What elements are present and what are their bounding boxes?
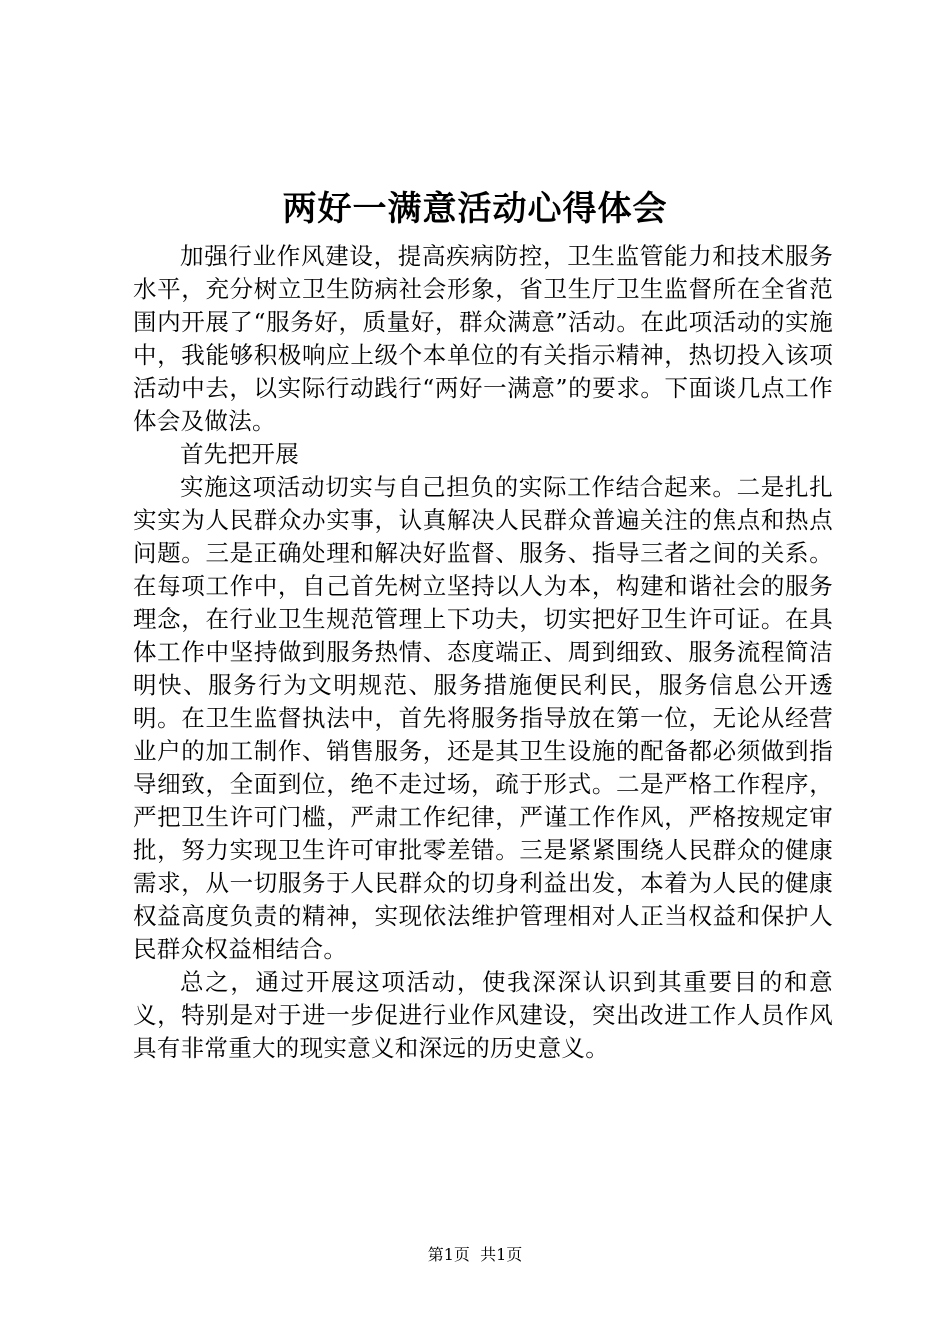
footer-separator	[470, 1245, 480, 1264]
page-number-total: 共1页	[480, 1245, 523, 1264]
paragraph-conclusion: 总之，通过开展这项活动，使我深深认识到其重要目的和意义，特别是对于进一步促进行业作风建设，突出改进工作人员作风具有非常重大的现实意义和深远的历史意义。	[133, 968, 833, 1062]
paragraph-heading-first: 首先把开展	[180, 440, 299, 468]
document-title: 两好一满意活动心得体会	[282, 189, 668, 229]
page-number-current: 第1页	[427, 1245, 470, 1264]
document-body	[133, 240, 833, 1065]
page-footer	[0, 1243, 950, 1267]
paragraph-intro: 加强行业作风建设，提高疾病防控，卫生监管能力和技术服务水平，充分树立卫生防病社会形象，省卫生厅卫生监督所在全省范围内开展了“服务好，质量好，群众满意”活动。在此项活动的实施中，我能够积极响应上级个本单位的有关指示精神，热切投入该项活动中去，以实际行动践行“两好一满意”的要求。下面谈几点工作体会及做法。	[133, 242, 833, 435]
paragraph-implementation: 实施这项活动切实与自己担负的实际工作结合起来。二是扎扎实实为人民群众办实事，认真解决人民群众普遍关注的焦点和热点问题。三是正确处理和解决好监督、服务、指导三者之间的关系。在每项工作中，自己首先树立坚持以人为本，构建和谐社会的服务理念，在行业卫生规范管理上下功夫，切实把好卫生许可证。在具体工作中坚持做到服务热情、态度端正、周到细致、服务流程简洁明快、服务行为文明规范、服务措施便民利民，服务信息公开透明。在卫生监督执法中，首先将服务指导放在第一位，无论从经营业户的加工制作、销售服务，还是其卫生设施的配备都必须做到指导细致，全面到位，绝不走过场，疏于形式。二是严格工作程序，严把卫生许可门槛，严肃工作纪律，严谨工作作风，严格按规定审批，努力实现卫生许可审批零差错。三是紧紧围绕人民群众的健康需求，从一切服务于人民群众的切身利益出发，本着为人民的健康权益高度负责的精神，实现依法维护管理相对人正当权益和保护人民群众权益相结合。	[133, 473, 833, 963]
